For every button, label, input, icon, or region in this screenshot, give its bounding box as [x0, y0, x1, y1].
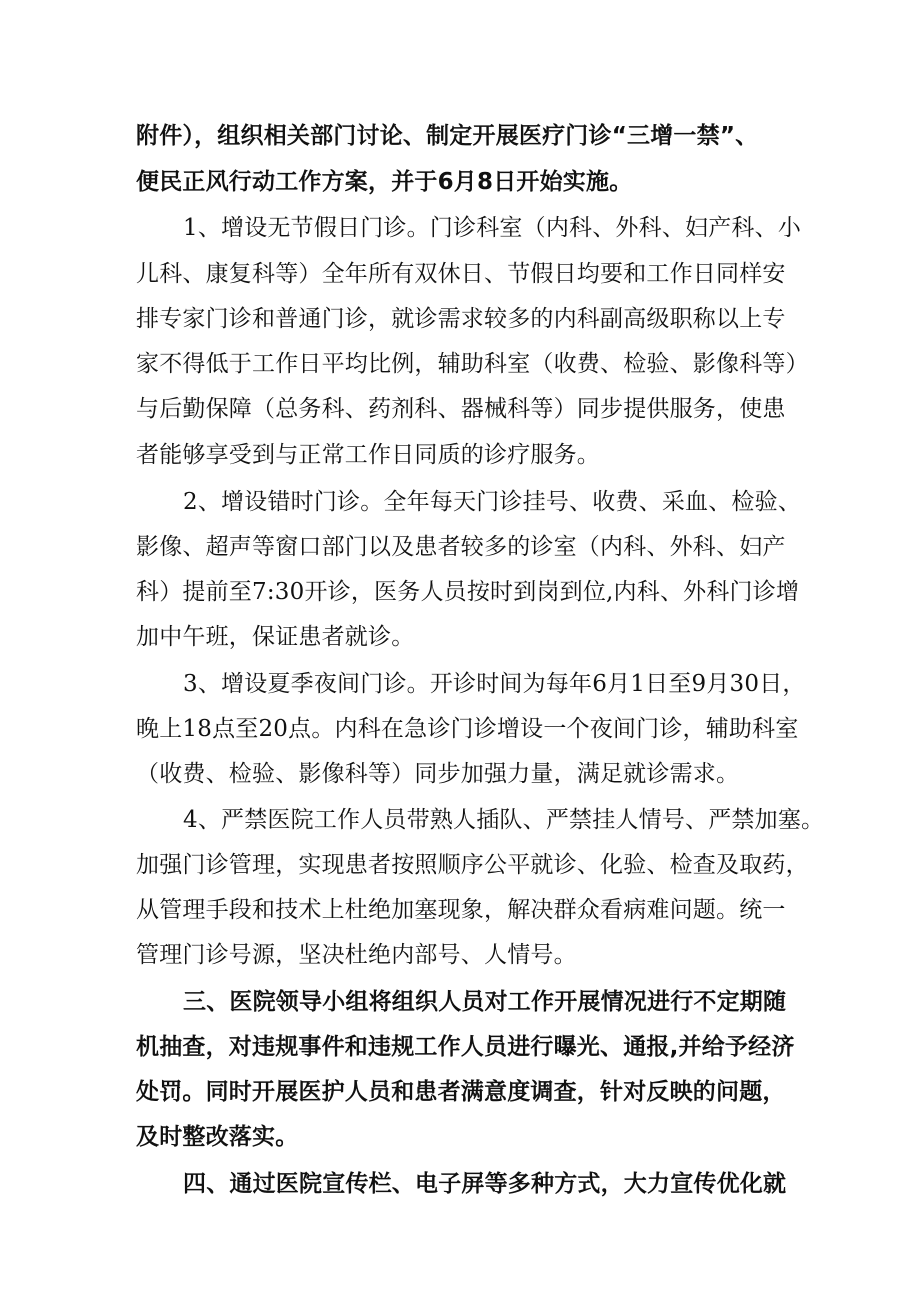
text-line: 加中午班，保证患者就诊。: [136, 624, 415, 650]
text-line: 机抽查，对违规事件和违规工作人员进行曝光、通报,并给予经济: [136, 1034, 795, 1060]
text-line: 管理门诊号源，坚决杜绝内部号、人情号。: [136, 942, 577, 968]
text-line: 晚上18点至20点。内科在急诊门诊增设一个夜间门诊，辅助科室: [136, 716, 799, 742]
text-line: 者能够享受到与正常工作日同质的诊疗服务。: [136, 442, 600, 468]
text-line: 家不得低于工作日平均比例，辅助科室（收费、检验、影像科等）: [136, 351, 809, 377]
text-line: （收费、检验、影像科等）同步加强力量，满足就诊需求。: [136, 761, 740, 787]
text-line: 2、增设错时门诊。全年每天门诊挂号、收费、采血、检验、: [183, 489, 802, 515]
text-line: 从管理手段和技术上杜绝加塞现象，解决群众看病难问题。统一: [136, 897, 786, 923]
text-line: 排专家门诊和普通门诊，就诊需求较多的内科副高级职称以上专: [136, 306, 786, 332]
text-line: 与后勤保障（总务科、药剂科、器械科等）同步提供服务，使患: [136, 396, 786, 422]
text-line: 处罚。同时开展医护人员和患者满意度调查，针对反映的问题，: [136, 1079, 786, 1105]
text-line: 加强门诊管理，实现患者按照顺序公平就诊、化验、检查及取药，: [136, 852, 809, 878]
text-line: 3、增设夏季夜间门诊。开诊时间为每年6月1日至9月30日，: [183, 671, 806, 697]
text-line: 及时整改落实。: [136, 1124, 299, 1150]
text-line: 影像、超声等窗口部门以及患者较多的诊室（内科、外科、妇产: [136, 534, 786, 560]
text-line: 便民正风行动工作方案，并于6月8日开始实施。: [136, 169, 633, 195]
text-line: 科）提前至7:30开诊，医务人员按时到岗到位,内科、外科门诊增: [136, 579, 800, 605]
text-line: 儿科、康复科等）全年所有双休日、节假日均要和工作日同样安: [136, 261, 786, 287]
text-line: 四、通过医院宣传栏、电子屏等多种方式，大力宣传优化就: [183, 1171, 787, 1197]
text-line: 三、医院领导小组将组织人员对工作开展情况进行不定期随: [183, 989, 787, 1015]
text-line: 4、严禁医院工作人员带熟人插队、严禁挂人情号、严禁加塞。: [183, 807, 825, 833]
text-line: 1、增设无节假日门诊。门诊科室（内科、外科、妇产科、小: [183, 215, 802, 241]
text-line: 附件），组织相关部门讨论、制定开展医疗门诊“三增一禁”、: [136, 123, 759, 149]
